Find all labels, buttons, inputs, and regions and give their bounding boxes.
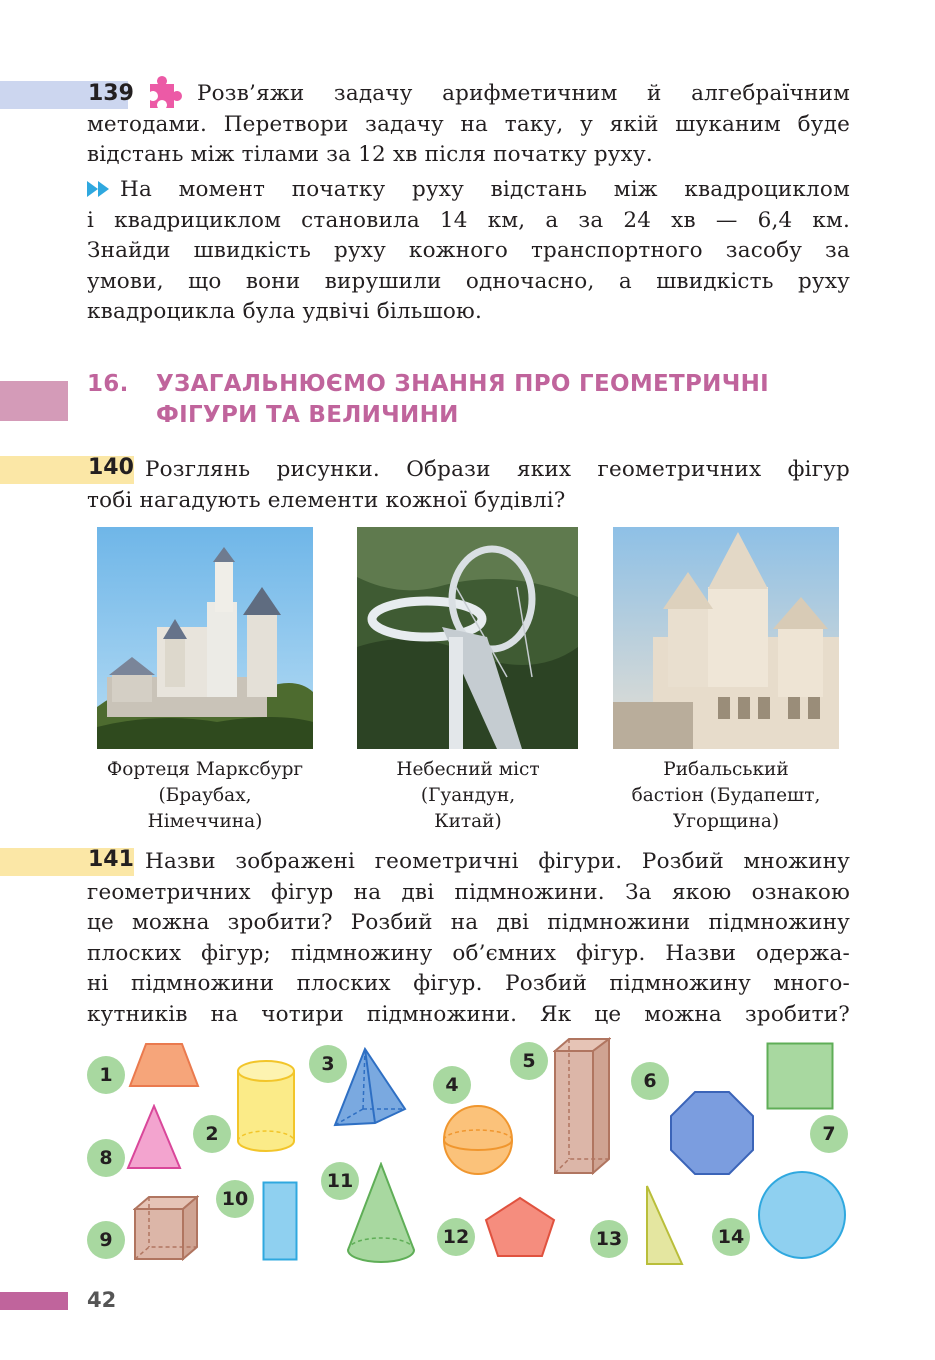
- trapezoid-shape: [128, 1042, 200, 1088]
- followup-line: і квадрициклом становила 14 км, а за 24 хв — 6,4 км.: [87, 207, 850, 233]
- task-141-line: це можна зробити? Розбий на дві підмножини підмножину: [87, 910, 850, 935]
- pyramid-shape: [333, 1047, 407, 1127]
- caption-bastion: [601, 757, 851, 835]
- followup-line: умови, що вони вирушили одночасно, а швидкість руху: [87, 268, 850, 294]
- caption-line: Угорщина): [672, 811, 780, 832]
- page-number: 42: [87, 1288, 117, 1312]
- section-bar: [0, 381, 68, 421]
- followup-line: На момент початку руху відстань між квадроциклом: [120, 177, 850, 202]
- figure-label: 2: [193, 1115, 231, 1153]
- task-139-line: відстань між тілами за 12 хв після початку руху.: [87, 142, 653, 167]
- figure-label: 5: [510, 1042, 548, 1080]
- sphere-shape: [441, 1103, 515, 1177]
- caption-line: (Браубах,: [158, 785, 252, 806]
- task-141-line: ні підмножини плоских фігур. Розбий підмножину много-: [87, 971, 850, 996]
- task-141-number: 141: [88, 847, 134, 872]
- task-140-line: тобі нагадують елементи кожної будівлі?: [87, 487, 566, 513]
- caption-line: Китай): [434, 811, 502, 832]
- circle-shape: [757, 1170, 847, 1260]
- triangle-shape: [126, 1104, 182, 1170]
- figure-label: 10: [216, 1180, 254, 1218]
- figure-label: 12: [437, 1218, 475, 1256]
- figure-label: 8: [87, 1139, 125, 1177]
- octagon-shape: [669, 1090, 755, 1176]
- figure-label: 13: [590, 1220, 628, 1258]
- rectangle-shape: [262, 1181, 298, 1261]
- section-title-line: УЗАГАЛЬНЮЄМО ЗНАННЯ ПРО ГЕОМЕТРИЧНІ: [156, 371, 770, 397]
- task-140-text: [87, 455, 850, 516]
- task-140-number: 140: [88, 455, 134, 480]
- page-number-bar: [0, 1292, 68, 1310]
- caption-line: Рибальський: [663, 759, 789, 780]
- caption-line: Фортеця Марксбург: [106, 759, 304, 780]
- rectangular-prism-shape: [553, 1037, 611, 1175]
- caption-line: (Гуандун,: [420, 785, 516, 806]
- section-number: 16.: [87, 371, 129, 397]
- task-141-line: Назви зображені геометричні фігури. Розбий множину: [145, 849, 850, 874]
- figure-label: 11: [321, 1162, 359, 1200]
- caption-castle: [80, 757, 330, 835]
- figure-label: 3: [309, 1045, 347, 1083]
- figure-label: 4: [433, 1066, 471, 1104]
- task-141-line: плоских фігур; підмножину об’ємних фігур. Назви одержа-: [87, 940, 850, 966]
- figure-label: 7: [810, 1115, 848, 1153]
- task-139-line: методами. Перетвори задачу на таку, у якій шуканим буде: [87, 111, 850, 137]
- followup-line: квадроцикла була удвічі більшою.: [87, 299, 482, 324]
- task-141-line: кутників на чотири підмножини. Як це можна зробити?: [87, 1001, 850, 1027]
- task-139-followup: [87, 175, 850, 328]
- cylinder-shape: [235, 1058, 297, 1154]
- caption-line: Небесний міст: [396, 759, 540, 780]
- sky-bridge-photo: [357, 527, 578, 749]
- task-141-text: [87, 847, 850, 1030]
- figure-label: 9: [87, 1221, 125, 1259]
- caption-line: бастіон (Будапешт,: [631, 785, 821, 806]
- task-139-number: 139: [88, 81, 134, 106]
- pentagon-shape: [484, 1196, 556, 1258]
- section-title: [156, 369, 769, 431]
- right-triangle-shape: [644, 1183, 684, 1267]
- section-title-line: ФІГУРИ ТА ВЕЛИЧИНИ: [156, 402, 459, 428]
- castle-photo: [97, 527, 313, 749]
- cube-shape: [133, 1195, 199, 1261]
- followup-line: Знайди швидкість руху кожного транспортного засобу за: [87, 238, 850, 263]
- bastion-photo: [613, 527, 839, 749]
- cone-shape: [346, 1162, 416, 1266]
- figure-label: 1: [87, 1056, 125, 1094]
- task-139-text: [87, 79, 850, 171]
- task-140-line: Розглянь рисунки. Образи яких геометричних фігур: [145, 457, 850, 482]
- figure-label: 14: [712, 1218, 750, 1256]
- task-139-line: Розв’яжи задачу арифметичним й алгебраїчним: [197, 81, 850, 106]
- task-141-line: геометричних фігур на дві підмножини. За якою ознакою: [87, 879, 850, 905]
- figure-label: 6: [631, 1062, 669, 1100]
- caption-bridge: [343, 757, 593, 835]
- square-shape: [766, 1042, 834, 1110]
- caption-line: Німеччина): [147, 811, 263, 832]
